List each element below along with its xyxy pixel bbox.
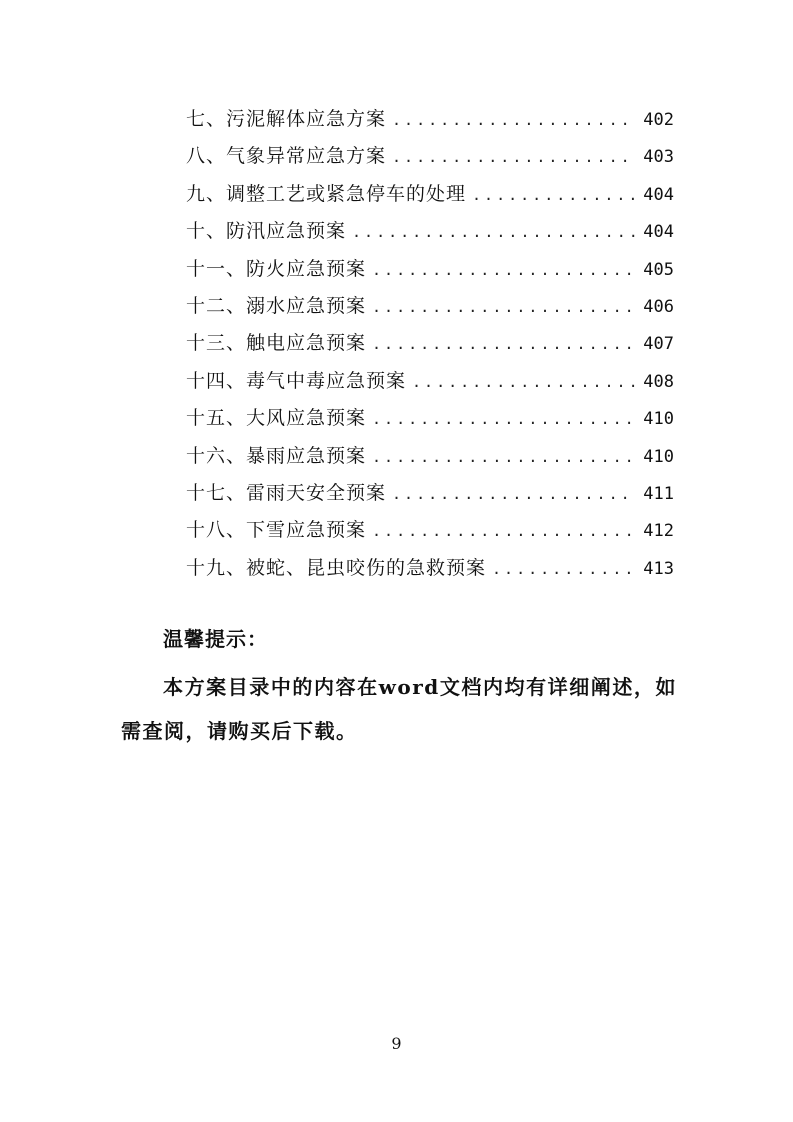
toc-entry[interactable] xyxy=(186,291,674,328)
toc-entry[interactable] xyxy=(186,553,674,590)
toc-entry[interactable] xyxy=(186,366,674,403)
toc-entry-page: 412 xyxy=(643,521,674,542)
toc-entry[interactable] xyxy=(186,478,674,515)
toc-entry[interactable] xyxy=(186,216,674,253)
toc-entry-title: 十八、下雪应急预案 xyxy=(186,519,367,542)
toc-entry-page: 410 xyxy=(643,409,674,430)
toc-entry-title: 十七、雷雨天安全预案 xyxy=(186,481,387,504)
toc-entry-title: 十二、溺水应急预案 xyxy=(186,294,367,317)
toc-entry-page: 407 xyxy=(643,334,674,355)
notice-heading: 温馨提示： xyxy=(163,627,268,651)
toc-dot-leader xyxy=(372,516,636,546)
toc-entry-title: 十九、被蛇、昆虫咬伤的急救预案 xyxy=(186,556,487,579)
toc-entry-page: 406 xyxy=(643,296,674,317)
toc-entry-page: 405 xyxy=(643,259,674,280)
toc-entry-title: 十四、毒气中毒应急预案 xyxy=(186,369,407,392)
toc-entry-title: 十一、防火应急预案 xyxy=(186,257,367,280)
toc-entry[interactable] xyxy=(186,141,674,178)
toc-dot-leader xyxy=(372,255,636,285)
toc-entry-page: 408 xyxy=(643,371,674,392)
toc-entry[interactable] xyxy=(186,515,674,552)
toc-entry-title: 七、污泥解体应急方案 xyxy=(186,108,387,130)
toc-dot-leader xyxy=(392,142,636,172)
page-number: 9 xyxy=(391,1034,402,1053)
toc-entry-title: 十六、暴雨应急预案 xyxy=(186,444,367,467)
toc-dot-leader xyxy=(352,217,636,247)
toc-entry-page: 404 xyxy=(643,184,674,205)
toc-entry-title: 十三、触电应急预案 xyxy=(186,332,367,355)
toc-entry-page: 411 xyxy=(643,483,674,504)
toc-dot-leader xyxy=(372,292,636,322)
toc-entry[interactable] xyxy=(186,104,674,141)
toc-entry-page: 413 xyxy=(643,558,674,579)
toc-entry[interactable] xyxy=(186,441,674,478)
table-of-contents xyxy=(186,104,674,590)
toc-entry[interactable] xyxy=(186,328,674,365)
notice-body: 本方案目录中的内容在word文档内均有详细阐述，如需查阅，请购买后下载。 xyxy=(121,675,677,743)
toc-entry-page: 402 xyxy=(643,110,674,130)
toc-entry-title: 十、防汛应急预案 xyxy=(186,220,347,243)
toc-entry[interactable] xyxy=(186,254,674,291)
toc-dot-leader xyxy=(412,367,636,397)
toc-dot-leader xyxy=(372,329,636,359)
toc-entry-title: 九、调整工艺或紧急停车的处理 xyxy=(186,182,467,205)
toc-dot-leader xyxy=(472,180,636,210)
toc-entry-page: 403 xyxy=(643,147,674,168)
toc-entry-page: 410 xyxy=(643,446,674,467)
toc-dot-leader xyxy=(392,105,636,135)
toc-dot-leader xyxy=(372,404,636,434)
toc-dot-leader xyxy=(372,442,636,472)
toc-dot-leader xyxy=(392,479,636,509)
toc-entry-title: 八、气象异常应急方案 xyxy=(186,145,387,168)
toc-entry[interactable] xyxy=(186,403,674,440)
toc-dot-leader xyxy=(492,554,636,584)
toc-entry-page: 404 xyxy=(643,222,674,243)
toc-entry-title: 十五、大风应急预案 xyxy=(186,407,367,430)
toc-entry[interactable] xyxy=(186,179,674,216)
